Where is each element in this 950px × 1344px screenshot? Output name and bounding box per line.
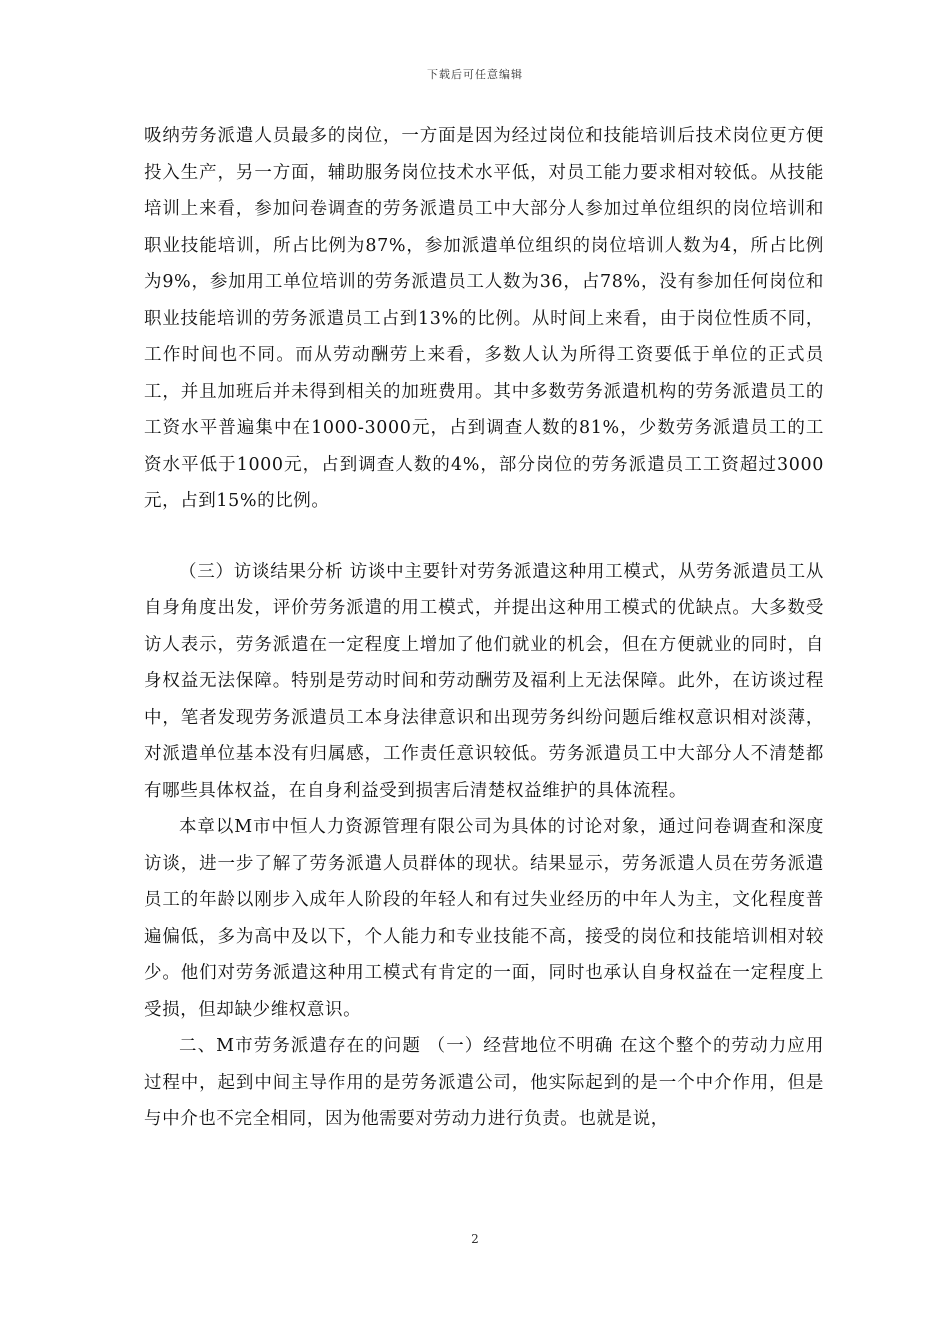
paragraph-3: 本章以M市中恒人力资源管理有限公司为具体的讨论对象，通过问卷调查和深度访谈，进一步了解了劳务派遣人员群体的现状。结果显示，劳务派遣人员在劳务派遣员工的年龄以刚步入成年人阶段的年轻人和有过失业经历的中年人为主，文化程度普遍偏低，多为高中及以下，个人能力和专业技能不高，接受的岗位和技能培训相对较少。他们对劳务派遣这种用工模式有肯定的一面，同时也承认自身权益在一定程度上受损，但却缺少维权意识。: [144, 817, 824, 1020]
paragraph-1: 吸纳劳务派遣人员最多的岗位，一方面是因为经过岗位和技能培训后技术岗位更方便投入生产，另一方面，辅助服务岗位技术水平低，对员工能力要求相对较低。从技能培训上来看，参加问卷调查的劳务派遣员工中大部分人参加过单位组织的岗位培训和职业技能培训，所占比例为87%，参加派遣单位组织的岗位培训人数为4，所占比例为9%，参加用工单位培训的劳务派遣员工人数为36，占78%，没有参加任何岗位和职业技能培训的劳务派遣员工占到13%的比例。从时间上来看，由于岗位性质不同，工作时间也不同。而从劳动酬劳上来看，多数人认为所得工资要低于单位的正式员工，并且加班后并未得到相关的加班费用。其中多数劳务派遣机构的劳务派遣员工的工资水平普遍集中在1000-3000元，占到调查人数的81%，少数劳务派遣员工的工资水平低于1000元，占到调查人数的4%，部分岗位的劳务派遣员工工资超过3000元，占到15%的比例。: [144, 126, 824, 511]
paragraph-2: （三）访谈结果分析 访谈中主要针对劳务派遣这种用工模式，从劳务派遣员工从自身角度出发，评价劳务派遣的用工模式，并提出这种用工模式的优缺点。大多数受访人表示，劳务派遣在一定程度上增加了他们就业的机会，但在方便就业的同时，自身权益无法保障。特别是劳动时间和劳动酬劳及福利上无法保障。此外，在访谈过程中，笔者发现劳务派遣员工本身法律意识和出现劳务纠纷问题后维权意识相对淡薄，对派遣单位基本没有归属感，工作责任意识较低。劳务派遣员工中大部分人不清楚都有哪些具体权益，在自身利益受到损害后清楚权益维护的具体流程。: [144, 561, 824, 801]
page-number: 2: [471, 1232, 479, 1246]
page-header: 下载后可任意编辑: [427, 68, 523, 81]
paragraph-4: 二、M市劳务派遣存在的问题 （一）经营地位不明确 在这个整个的劳动力应用过程中，起到中间主导作用的是劳务派遣公司，他实际起到的是一个中介作用，但是与中介也不完全相同，因为他需要对劳动力进行负责。也就是说，: [144, 1036, 824, 1129]
paragraph-gap: [144, 520, 824, 554]
document-body: [144, 118, 824, 1138]
